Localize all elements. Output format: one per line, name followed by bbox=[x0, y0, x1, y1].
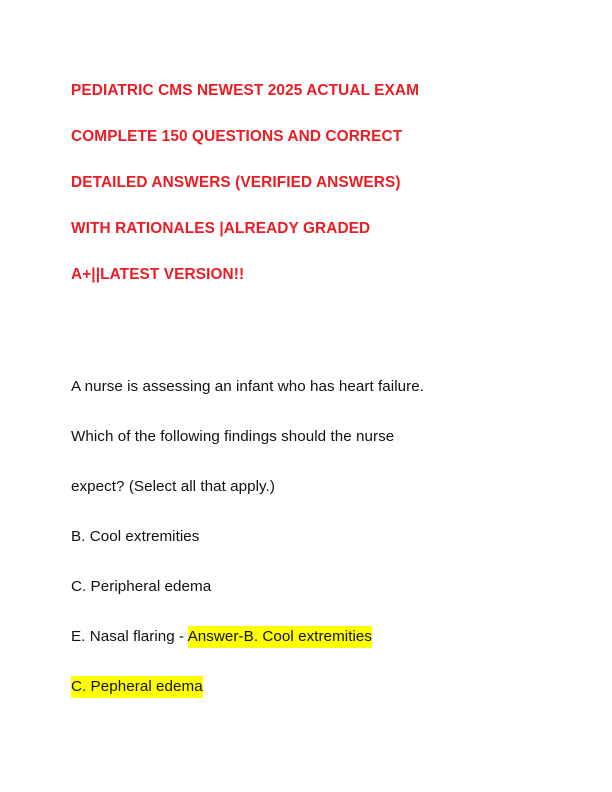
title-line-2: COMPLETE 150 QUESTIONS AND CORRECT bbox=[71, 128, 403, 145]
title-line-4: WITH RATIONALES |ALREADY GRADED bbox=[71, 220, 371, 237]
answer-highlight: Answer-B. Cool extremities bbox=[188, 626, 372, 648]
option-c: C. Peripheral edema bbox=[71, 578, 212, 595]
title-line-5: A+||LATEST VERSION!! bbox=[71, 266, 245, 283]
question-body bbox=[71, 362, 551, 712]
title-body-spacer bbox=[71, 298, 551, 362]
option-b: B. Cool extremities bbox=[71, 528, 200, 545]
document-title bbox=[71, 68, 551, 298]
question-line-2: Which of the following findings should the nurse bbox=[71, 428, 395, 445]
question-line-3: expect? (Select all that apply.) bbox=[71, 478, 275, 495]
answer-continued-line bbox=[71, 662, 551, 712]
title-line-3: DETAILED ANSWERS (VERIFIED ANSWERS) bbox=[71, 174, 401, 191]
question-line-1: A nurse is assessing an infant who has heart failure. bbox=[71, 378, 425, 395]
answer-highlight-continued: C. Pepheral edema bbox=[71, 676, 203, 698]
title-line-1: PEDIATRIC CMS NEWEST 2025 ACTUAL EXAM bbox=[71, 82, 420, 99]
document-content bbox=[71, 68, 551, 712]
option-e-with-answer bbox=[71, 612, 551, 662]
option-e-label: E. Nasal flaring - bbox=[71, 628, 188, 645]
